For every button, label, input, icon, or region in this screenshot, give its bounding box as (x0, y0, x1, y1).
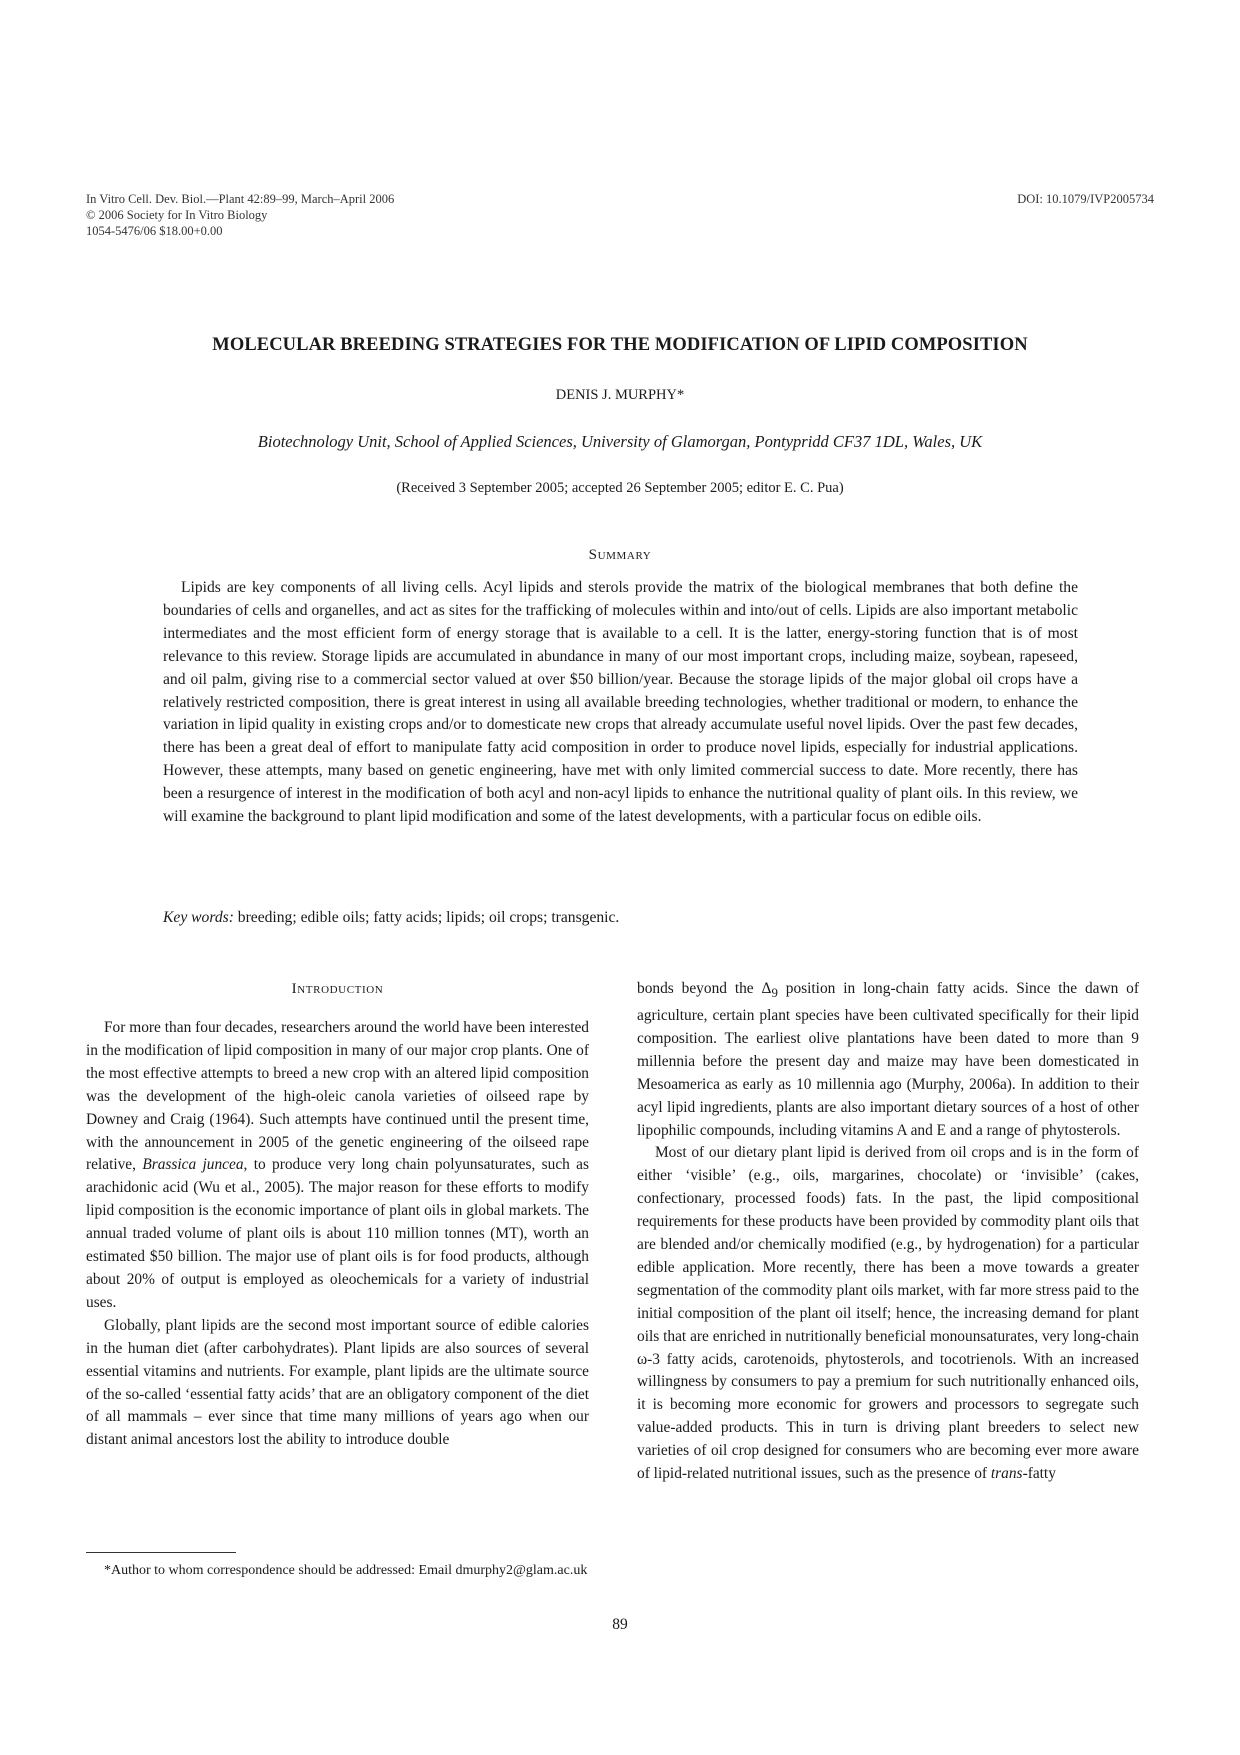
issn-price: 1054-5476/06 $18.00+0.00 (86, 224, 223, 238)
page-number: 89 (612, 1616, 628, 1633)
author-affiliation: Biotechnology Unit, School of Applied Sciences, University of Glamorgan, Pontypridd CF37 1DL, Wales, UK (257, 432, 983, 451)
received-dates: (Received 3 September 2005; accepted 26 September 2005; editor E. C. Pua) (396, 480, 844, 496)
summary-abstract: Lipids are key components of all living cells. Acyl lipids and sterols provide the matrix of the biological membranes that both define the boundaries of cells and organelles, and act as sites for the trafficking of molecules within and into/out of cells. Lipids are also important metabolic intermediates and the most efficient form of energy storage that is available to a cell. It is the latter, energy-storing function that is of most relevance to this review. Storage lipids are accumulated in abundance in many of our most important crops, including maize, soybean, rapeseed, and oil palm, giving rise to a commercial sector valued at over $50 billion/year. Because the storage lipids of the major global oil crops have a relatively restricted composition, there is great interest in using all available breeding technologies, whether traditional or modern, to enhance the variation in lipid quality in existing crops and/or to domesticate new crops that already accumulate useful novel lipids. Over the past few decades, there has been a great deal of effort to manipulate fatty acid composition in order to produce novel lipids, especially for industrial applications. However, these attempts, many based on genetic engineering, have met with only limited commercial success to date. More recently, there has been a resurgence of interest in the modification of both acyl and non-acyl lipids to enhance the nutritional quality of plant oils. In this review, we will examine the background to plant lipid modification and some of the latest developments, with a particular focus on edible oils. (163, 579, 1078, 826)
journal-citation: In Vitro Cell. Dev. Biol.—Plant 42:89–99, March–April 2006 (86, 192, 395, 206)
author-footnote: *Author to whom correspondence should be addressed: Email dmurphy2@glam.ac.uk (104, 1563, 588, 1578)
intro-p3-text-a: Most of our dietary plant lipid is derived from oil crops and is in the form of either ‘visible’ (e.g., oils, margarines, chocolate) or ‘invisible’ (cakes, confectionary, processed foods) fats. In the past, the lipid compositional requirements for these products have been provided by commodity plant oils that are blended and/or chemically modified (e.g., by hydrogenation) for a particular edible application. More recently, there has been a move towards a greater segmentation of the commodity plant oils market, with far more stress paid to the initial composition of the plant oil itself; hence, the increasing demand for plant oils that are enriched in nutritionally beneficial monounsaturates, very long-chain ω-3 fatty acids, carotenoids, phytosterols, and tocotrienols. With an increased willingness by consumers to pay a premium for such nutritionally enhanced oils, it is becoming more economic for growers and processors to segregate such value-added products. This in turn is driving plant breeders to select new varieties of oil crop designed for consumers who are becoming ever more aware of lipid-related nutritional issues, such as the presence of (637, 1144, 1139, 1483)
right-column (637, 978, 1139, 1486)
journal-citation-block (86, 191, 394, 239)
delta-subscript: 9 (771, 986, 778, 1001)
species-name: Brassica juncea (142, 1156, 244, 1174)
keywords-label: Key words: (163, 909, 234, 926)
author-name: DENIS J. MURPHY* (555, 387, 685, 403)
intro-paragraph-1 (86, 1017, 589, 1315)
left-column (86, 978, 589, 1452)
intro-p1-text-b: , to produce very long chain polyunsaturates, such as arachidonic acid (Wu et al., 2005). The major reason for these efforts to modify lipid composition is the economic importance of plant oils in global markets. The annual traded volume of plant oils is about 110 million tonnes (MT), worth an estimated $50 billion. The major use of plant oils is for food products, although about 20% of output is employed as oleochemicals for a variety of industrial uses. (86, 1156, 589, 1311)
summary-heading: Summary (588, 547, 652, 563)
intro-paragraph-3 (637, 1142, 1139, 1486)
footnote-divider (86, 1552, 236, 1553)
intro-paragraph-2-continued (637, 978, 1139, 1142)
trans-term: trans (990, 1465, 1023, 1483)
delta-symbol: Δ (761, 980, 772, 997)
intro-p2-cont-text-b: position in long-chain fatty acids. Since the dawn of agriculture, certain plant species have been cultivated specifically for their lipid composition. The earliest olive plantations have been dated to more than 9 millennia before the present day and maize may have been domesticated in Mesoamerica as early as 10 millennia ago (Murphy, 2006a). In addition to their acyl lipid ingredients, plants are also important dietary sources of a host of other lipophilic compounds, including vitamins A and E and a range of phytosterols. (637, 980, 1139, 1139)
intro-paragraph-2: Globally, plant lipids are the second most important source of edible calories in the human diet (after carbohydrates). Plant lipids are also sources of several essential vitamins and nutrients. For example, plant lipids are the ultimate source of the so-called ‘essential fatty acids’ that are an obligatory component of the diet of all mammals – ever since that time many millions of years ago when our distant animal ancestors lost the ability to introduce double (86, 1316, 589, 1449)
keywords-line (163, 909, 1078, 927)
doi: DOI: 10.1079/IVP2005734 (1017, 192, 1154, 206)
article-title: MOLECULAR BREEDING STRATEGIES FOR THE MODIFICATION OF LIPID COMPOSITION (212, 335, 1028, 355)
keywords-list: breeding; edible oils; fatty acids; lipids; oil crops; transgenic. (237, 909, 620, 926)
intro-p2-cont-text-a: bonds beyond the (637, 980, 754, 997)
introduction-heading: Introduction (291, 981, 384, 997)
copyright-line: © 2006 Society for In Vitro Biology (86, 208, 268, 222)
intro-p1-text-a: For more than four decades, researchers around the world have been interested in the modification of lipid composition in many of our major crop plants. One of the most effective attempts to breed a new crop with an altered lipid composition was the development of the high-oleic canola varieties of oilseed rape by Downey and Craig (1964). Such attempts have continued until the present time, with the announcement in 2005 of the genetic engineering of the oilseed rape relative, (86, 1019, 589, 1174)
intro-p3-text-b: -fatty (1022, 1465, 1056, 1483)
